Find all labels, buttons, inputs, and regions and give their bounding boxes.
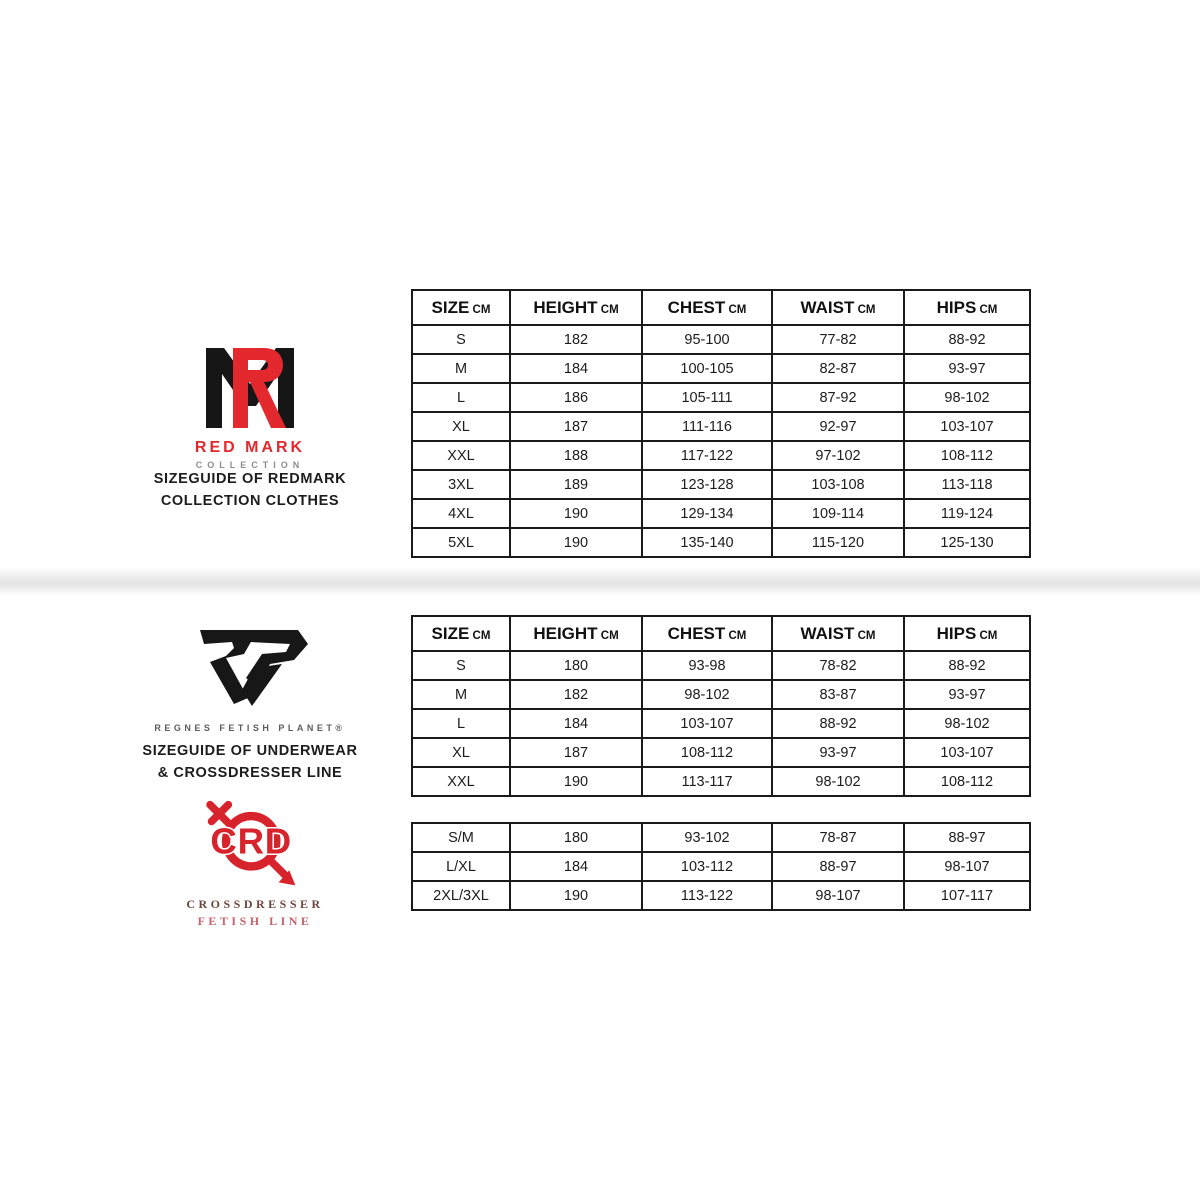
column-header: HIPS CM [904, 616, 1030, 651]
table-row [412, 528, 1030, 557]
table-cell: 103-107 [642, 709, 772, 738]
underwear-caption-line1: SIZEGUIDE OF UNDERWEAR [142, 743, 358, 759]
table-cell: 105-111 [642, 383, 772, 412]
table-cell: 117-122 [642, 441, 772, 470]
table-cell: 2XL/3XL [412, 881, 510, 910]
underwear-caption [130, 740, 370, 784]
crossdresser-line2: FETISH LINE [197, 914, 313, 928]
table-cell: 98-107 [904, 852, 1030, 881]
table-row [412, 651, 1030, 680]
column-header: HEIGHT CM [510, 616, 642, 651]
regnes-brand-line: REGNES FETISH PLANET® [154, 723, 346, 733]
table-cell: 93-98 [642, 651, 772, 680]
table-cell: XL [412, 412, 510, 441]
table-cell: 184 [510, 852, 642, 881]
table-cell: 113-122 [642, 881, 772, 910]
table-cell: 98-102 [772, 767, 904, 796]
table-cell: 103-107 [904, 412, 1030, 441]
table-cell: 107-117 [904, 881, 1030, 910]
table-cell: 113-118 [904, 470, 1030, 499]
table-cell: 77-82 [772, 325, 904, 354]
table-cell: 98-107 [772, 881, 904, 910]
underwear-size-table [411, 615, 1031, 797]
table-cell: 103-107 [904, 738, 1030, 767]
table-cell: 119-124 [904, 499, 1030, 528]
column-header: WAIST CM [772, 290, 904, 325]
redmark-caption-line1: SIZEGUIDE OF REDMARK [153, 471, 347, 487]
table-cell: 83-87 [772, 680, 904, 709]
column-header: SIZE CM [412, 616, 510, 651]
table-cell: 97-102 [772, 441, 904, 470]
table-cell: 3XL [412, 470, 510, 499]
table-row [412, 767, 1030, 796]
column-header: CHEST CM [642, 616, 772, 651]
table-cell: 190 [510, 767, 642, 796]
table-cell: 100-105 [642, 354, 772, 383]
table-cell: 82-87 [772, 354, 904, 383]
table-cell: 88-97 [772, 852, 904, 881]
column-header: HIPS CM [904, 290, 1030, 325]
table-cell: 113-117 [642, 767, 772, 796]
crossdresser-monogram-text: CRD [210, 820, 292, 862]
column-header: HEIGHT CM [510, 290, 642, 325]
table-cell: 182 [510, 680, 642, 709]
regnes-monogram-icon [186, 624, 314, 708]
table-cell: 111-116 [642, 412, 772, 441]
redmark-size-table [411, 289, 1031, 558]
table-cell: 93-102 [642, 823, 772, 852]
regnes-logo [140, 624, 360, 733]
table-cell: 182 [510, 325, 642, 354]
table-cell: 78-82 [772, 651, 904, 680]
table-cell: 108-112 [642, 738, 772, 767]
table-cell: XXL [412, 441, 510, 470]
table-row [412, 499, 1030, 528]
table-cell: 98-102 [904, 709, 1030, 738]
table-cell: 180 [510, 651, 642, 680]
table-row [412, 709, 1030, 738]
column-header: SIZE CM [412, 290, 510, 325]
table-cell: 188 [510, 441, 642, 470]
table-cell: 135-140 [642, 528, 772, 557]
table-row [412, 354, 1030, 383]
table-cell: 5XL [412, 528, 510, 557]
table-cell: 189 [510, 470, 642, 499]
table-cell: 88-97 [904, 823, 1030, 852]
table-cell: 108-112 [904, 441, 1030, 470]
underwear-caption-line2: & CROSSDRESSER LINE [157, 765, 343, 781]
table-cell: 93-97 [904, 680, 1030, 709]
table-cell: 95-100 [642, 325, 772, 354]
table-cell: 125-130 [904, 528, 1030, 557]
table-cell: 190 [510, 499, 642, 528]
table-cell: 186 [510, 383, 642, 412]
crossdresser-size-table [411, 822, 1031, 911]
table-cell: 123-128 [642, 470, 772, 499]
table-cell: 93-97 [772, 738, 904, 767]
table-cell: 109-114 [772, 499, 904, 528]
table-row [412, 470, 1030, 499]
table-cell: L/XL [412, 852, 510, 881]
table-cell: L [412, 709, 510, 738]
redmark-logo [140, 344, 360, 470]
table-cell: 187 [510, 412, 642, 441]
table-cell: 187 [510, 738, 642, 767]
table-header-row [412, 290, 1030, 325]
crossdresser-logo [155, 794, 355, 929]
table-header-row [412, 616, 1030, 651]
crossdresser-line1: CROSSDRESSER [186, 897, 324, 911]
table-cell: S [412, 325, 510, 354]
table-cell: M [412, 354, 510, 383]
table-cell: 129-134 [642, 499, 772, 528]
table-cell: L [412, 383, 510, 412]
table-cell: 87-92 [772, 383, 904, 412]
table-cell: 115-120 [772, 528, 904, 557]
table-row [412, 680, 1030, 709]
table-cell: 103-108 [772, 470, 904, 499]
table-row [412, 881, 1030, 910]
table-cell: 92-97 [772, 412, 904, 441]
table-cell: XXL [412, 767, 510, 796]
column-header: CHEST CM [642, 290, 772, 325]
table-cell: 190 [510, 528, 642, 557]
table-row [412, 852, 1030, 881]
section-divider [0, 568, 1200, 596]
table-cell: 98-102 [904, 383, 1030, 412]
table-cell: 88-92 [904, 325, 1030, 354]
table-row [412, 823, 1030, 852]
table-cell: 88-92 [904, 651, 1030, 680]
table-cell: S/M [412, 823, 510, 852]
table-cell: 108-112 [904, 767, 1030, 796]
table-cell: 4XL [412, 499, 510, 528]
redmark-caption [130, 468, 370, 512]
table-cell: 190 [510, 881, 642, 910]
table-row [412, 441, 1030, 470]
table-cell: 184 [510, 354, 642, 383]
column-header: WAIST CM [772, 616, 904, 651]
table-cell: 184 [510, 709, 642, 738]
table-row [412, 738, 1030, 767]
table-cell: 88-92 [772, 709, 904, 738]
table-cell: XL [412, 738, 510, 767]
table-cell: 78-87 [772, 823, 904, 852]
table-cell: 93-97 [904, 354, 1030, 383]
redmark-caption-line2: COLLECTION CLOTHES [160, 493, 340, 509]
redmark-logo-name: RED MARK [194, 439, 306, 456]
table-cell: 180 [510, 823, 642, 852]
table-cell: 98-102 [642, 680, 772, 709]
table-cell: M [412, 680, 510, 709]
table-row [412, 383, 1030, 412]
table-cell: 103-112 [642, 852, 772, 881]
redmark-logo-subtitle: COLLECTION [195, 460, 305, 470]
redmark-monogram-icon [200, 344, 300, 432]
table-row [412, 412, 1030, 441]
table-row [412, 325, 1030, 354]
table-cell: S [412, 651, 510, 680]
crossdresser-monogram-icon [180, 794, 330, 890]
